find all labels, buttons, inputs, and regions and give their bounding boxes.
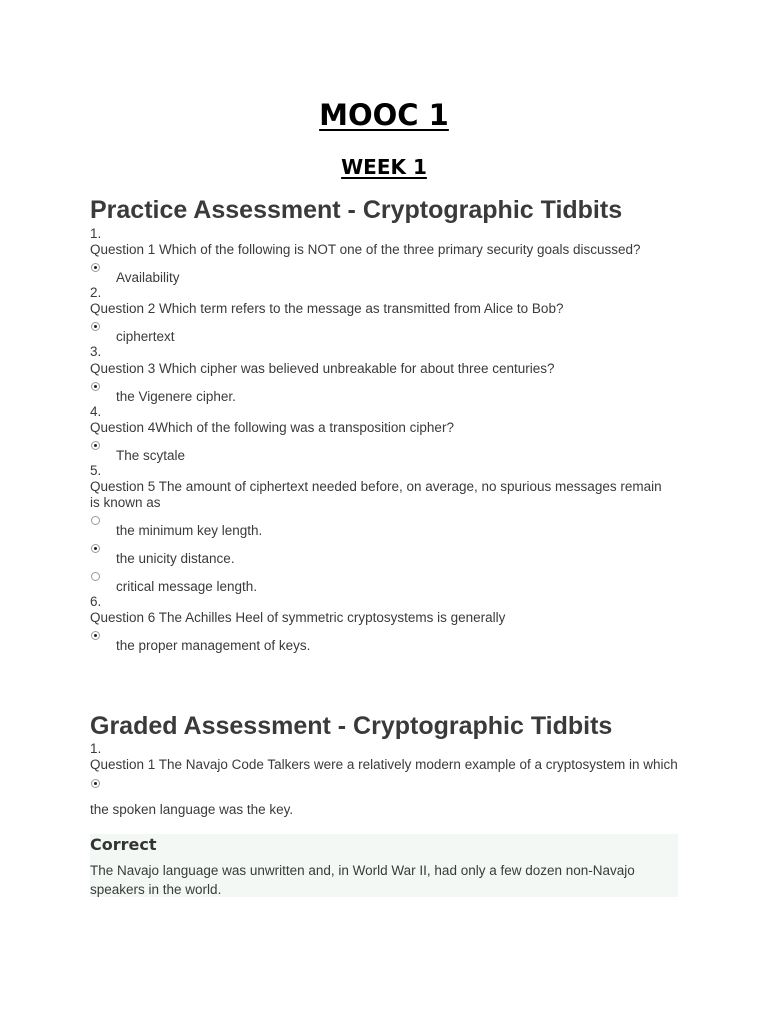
answer-radio[interactable] [91, 779, 100, 788]
feedback-text: The Navajo language was unwritten and, in World War II, had only a few dozen non-Navajo speakers in the world. [90, 863, 635, 897]
question-number: 2. [90, 285, 102, 300]
question-text: Question 4Which of the following was a transposition cipher? [90, 420, 454, 435]
question-text: Question 5 The amount of ciphertext needed before, on average, no spurious messages remain is known as [90, 479, 662, 510]
question-text: Question 6 The Achilles Heel of symmetric cryptosystems is generally [90, 610, 506, 625]
answer-radio[interactable] [91, 544, 100, 553]
answer-label: the proper management of keys. [116, 638, 311, 653]
week-title: WEEK 1 [341, 155, 427, 179]
answer-label: critical message length. [116, 579, 258, 594]
answer-radio[interactable] [91, 322, 100, 331]
question-number: 1. [90, 226, 102, 241]
answer-radio[interactable] [91, 631, 100, 640]
answer-label: Availability [116, 270, 180, 285]
feedback-title: Correct [90, 835, 157, 854]
answer-radio[interactable] [91, 516, 100, 525]
document-title: MOOC 1 [319, 98, 449, 132]
feedback-box [90, 834, 678, 897]
question-text: Question 3 Which cipher was believed unbreakable for about three centuries? [90, 361, 555, 376]
answer-label: The scytale [116, 448, 186, 463]
answer-radio[interactable] [91, 441, 100, 450]
question-number: 1. [90, 741, 102, 756]
answer-label: the Vigenere cipher. [116, 389, 236, 404]
question-text: Question 1 The Navajo Code Talkers were a relatively modern example of a cryptosystem in which [90, 757, 678, 772]
graded-heading: Graded Assessment - Cryptographic Tidbits [90, 712, 613, 740]
question-number: 4. [90, 404, 102, 419]
question-number: 6. [90, 594, 102, 609]
question-number: 3. [90, 344, 102, 359]
answer-radio[interactable] [91, 263, 100, 272]
answer-label: the unicity distance. [116, 551, 235, 566]
practice-heading: Practice Assessment - Cryptographic Tidbits [90, 196, 623, 224]
answer-radio[interactable] [91, 572, 100, 581]
question-number: 5. [90, 463, 102, 478]
question-text: Question 2 Which term refers to the message as transmitted from Alice to Bob? [90, 301, 564, 316]
answer-label: the spoken language was the key. [90, 802, 294, 817]
answer-radio[interactable] [91, 382, 100, 391]
answer-label: the minimum key length. [116, 523, 263, 538]
question-text: Question 1 Which of the following is NOT one of the three primary security goals discussed? [90, 242, 641, 257]
answer-label: ciphertext [116, 329, 175, 344]
